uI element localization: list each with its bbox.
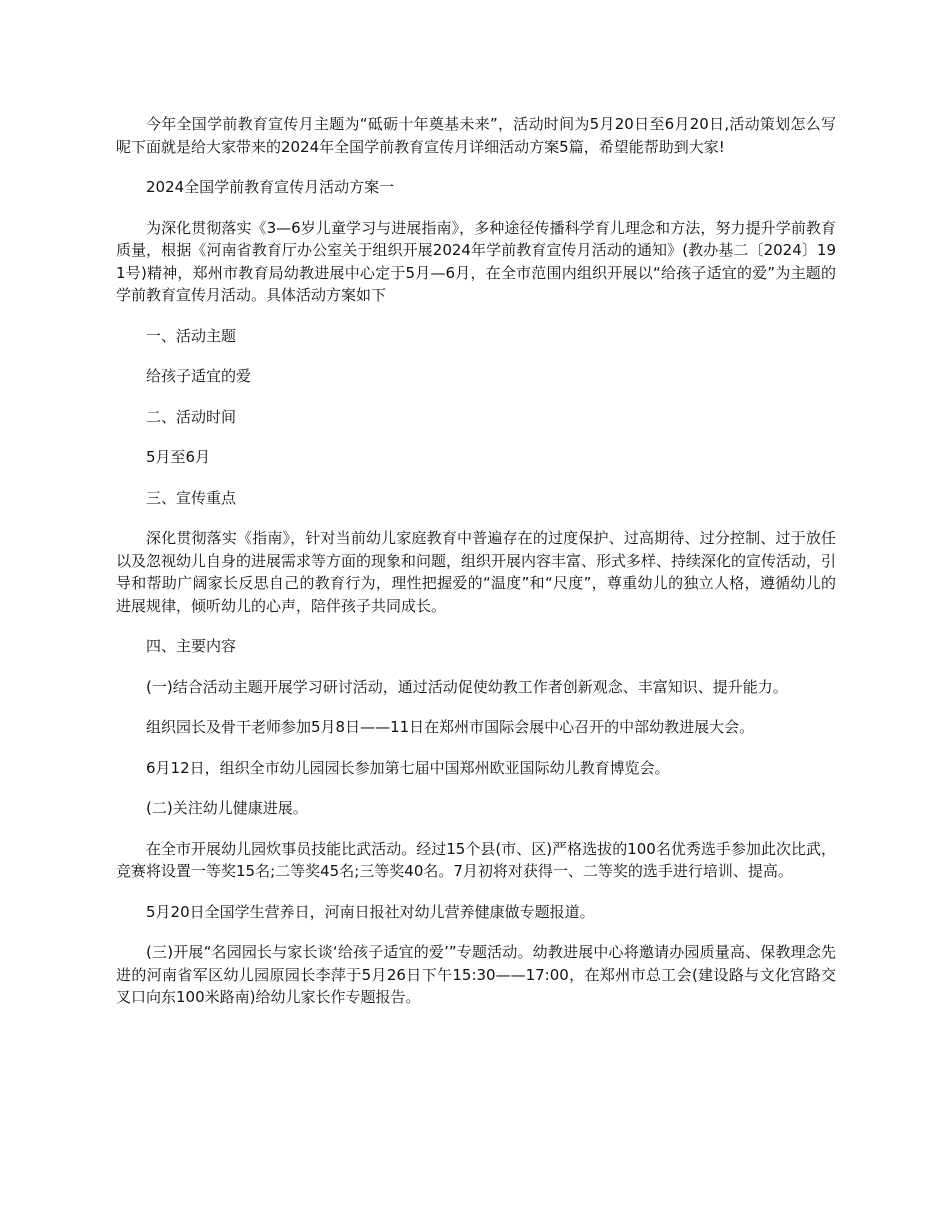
- section-heading-focus: 三、宣传重点: [146, 488, 237, 507]
- content-item-1-detail-b: 6月12日，组织全市幼儿园园长参加第七届中国郑州欧亚国际幼儿教育博览会。: [146, 758, 670, 777]
- plan-title: 2024全国学前教育宣传月活动方案一: [146, 178, 395, 196]
- content-item-3: (三)开展“名园园长与家长谈‘给孩子适宜的爱’”专题活动。幼教进展中心将邀请办园质量高、保教理念先进的河南省军区幼儿园原园长李萍于5月26日下午15:30——17:00，在郑州市总工会(建设路与文化宫路交叉口向东100米路南)给幼儿家长作专题报告。: [116, 943, 836, 1006]
- background-paragraph: 为深化贯彻落实《3—6岁儿童学习与进展指南》，多种途径传播科学育儿理念和方法，努力提升学前教育质量，根据《河南省教育厅办公室关于组织开展2024年学前教育宣传月活动的通知》(教办基二〔2024〕191号)精神，郑州市教育局幼教进展中心定于5月—6月，在全市范围内组织开展以“给孩子适宜的爱”为主题的学前教育宣传月活动。具体活动方案如下: [116, 218, 836, 304]
- content-item-2-detail-b: 5月20日全国学生营养日，河南日报社对幼儿营养健康做专题报道。: [146, 902, 595, 921]
- section-heading-theme: 一、活动主题: [146, 326, 237, 345]
- theme-text: 给孩子适宜的爱: [146, 367, 252, 385]
- time-text: 5月至6月: [146, 448, 211, 466]
- content-item-2: (二)关注幼儿健康进展。: [146, 799, 308, 817]
- section-heading-content: 四、主要内容: [146, 637, 237, 655]
- content-item-2-detail-a: 在全市开展幼儿园炊事员技能比武活动。经过15个县(市、区)严格选拔的100名优秀选手参加此次比武，竞赛将设置一等奖15名;二等奖45名;三等奖40名。7月初将对获得一、二等奖的选手进行培训、提高。: [116, 839, 836, 880]
- content-item-1: (一)结合活动主题开展学习研讨活动，通过活动促使幼教工作者创新观念、丰富知识、提升能力。: [146, 677, 788, 696]
- content-item-1-detail-a: 组织园长及骨干老师参加5月8日——11日在郑州市国际会展中心召开的中部幼教进展大会。: [146, 718, 755, 736]
- section-heading-time: 二、活动时间: [146, 407, 237, 426]
- intro-paragraph: 今年全国学前教育宣传月主题为“砥砺十年奠基未来”，活动时间为5月20日至6月20日,活动策划怎么写呢下面就是给大家带来的2024年全国学前教育宣传月详细活动方案5篇，希望能帮助到大家!: [116, 115, 836, 156]
- focus-paragraph: 深化贯彻落实《指南》，针对当前幼儿家庭教育中普遍存在的过度保护、过高期待、过分控制、过于放任以及忽视幼儿自身的进展需求等方面的现象和问题，组织开展内容丰富、形式多样、持续深化的宣传活动，引导和帮助广阔家长反思自己的教育行为，理性把握爱的“温度”和“尺度”，尊重幼儿的独立人格，遵循幼儿的进展规律，倾听幼儿的心声，陪伴孩子共同成长。: [116, 529, 837, 615]
- document-body: [116, 113, 836, 1027]
